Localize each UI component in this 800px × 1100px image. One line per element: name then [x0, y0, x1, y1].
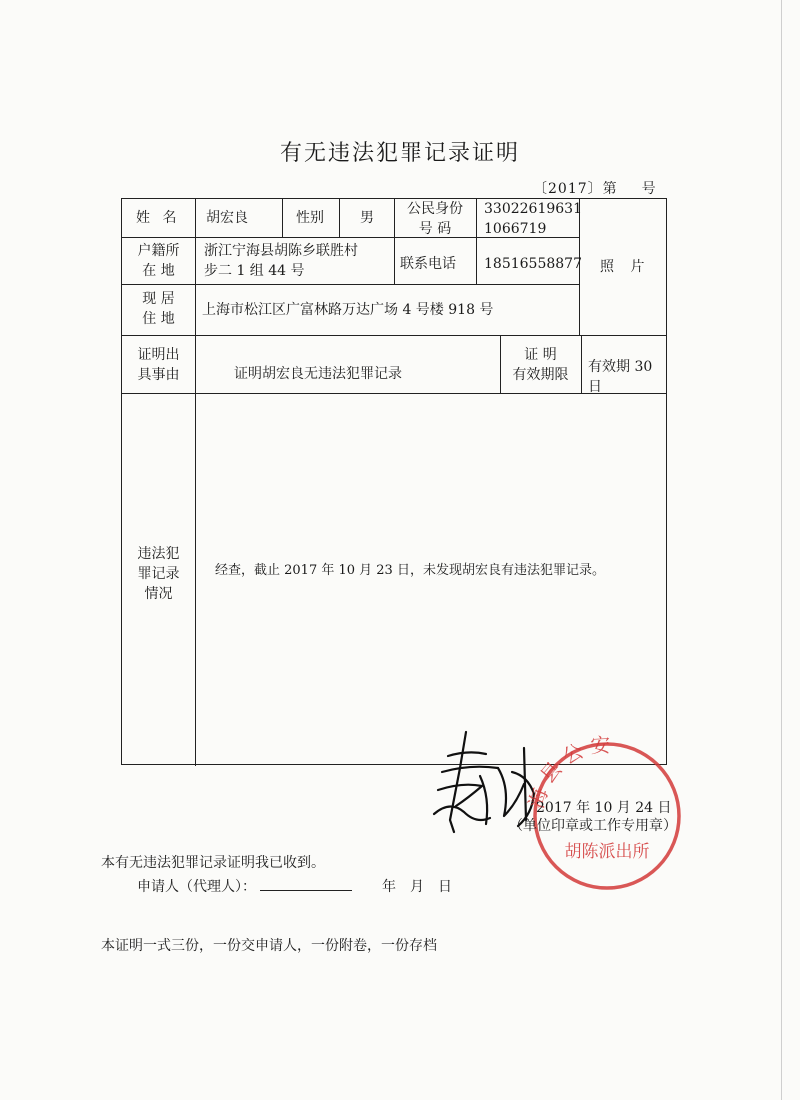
row-divider — [122, 393, 667, 394]
receipt-statement: 本有无违法犯罪记录证明我已收到。 — [101, 855, 325, 871]
phone-label: 联系电话 — [400, 256, 456, 272]
record-label-line1: 违法犯 — [137, 546, 180, 562]
issue-date-rest: 10 月 24 日 — [594, 800, 672, 816]
seal-top-text: 海县公安 — [523, 732, 617, 812]
copies-note: 本证明一式三份，一份交申请人，一份附卷，一份存档 — [101, 938, 437, 954]
purpose-label-line2: 具事由 — [137, 367, 180, 383]
validity-value-line1: 有效期 30 — [588, 359, 653, 375]
date-month-label: 月 — [410, 879, 424, 895]
certificate-form — [121, 198, 667, 765]
id-value-line2: 1066719 — [484, 221, 547, 237]
validity-label-line1: 证 明 — [524, 347, 557, 363]
column-divider — [282, 199, 283, 237]
document-number-prefix: 〔2017〕第 — [533, 181, 618, 197]
validity-label-line2: 有效期限 — [512, 367, 569, 383]
record-value: 经查，截止 2017 年 10 月 23 日，未发现胡宏良有违法犯罪记录。 — [215, 563, 605, 578]
residence-label-line1: 现 居 — [142, 291, 175, 307]
id-value-line1: 33022619631 — [484, 201, 582, 217]
purpose-label-line1: 证明出 — [137, 347, 180, 363]
residence-value: 上海市松江区广富林路万达广场 4 号楼 918 号 — [202, 302, 494, 318]
column-divider — [476, 199, 477, 284]
column-divider — [339, 199, 340, 237]
issue-date — [536, 797, 672, 817]
id-label — [394, 199, 476, 239]
photo-label: 照 片 — [600, 259, 651, 275]
residence-label — [122, 289, 195, 329]
phone-value: 18516558877 — [484, 256, 582, 272]
seal-note: （单位印章或工作专用章） — [509, 818, 677, 834]
validity-label — [500, 345, 581, 385]
name-value: 胡宏良 — [206, 210, 248, 226]
date-day-label: 日 — [438, 879, 452, 895]
gender-label: 性别 — [296, 210, 324, 226]
record-label — [122, 544, 195, 604]
household-label-line2: 在 地 — [142, 263, 175, 279]
household-value-line1: 浙江宁海县胡陈乡联胜村 — [204, 243, 358, 259]
column-divider — [581, 335, 582, 393]
issue-date-year: 2017 年 — [536, 800, 591, 816]
row-divider — [122, 284, 579, 285]
name-label: 姓 名 — [136, 210, 181, 226]
document-number — [533, 178, 657, 198]
residence-label-line2: 住 地 — [142, 311, 175, 327]
record-label-line3: 情况 — [144, 586, 173, 602]
purpose-value: 证明胡宏良无违法犯罪记录 — [234, 366, 402, 382]
seal-bottom-text: 胡陈派出所 — [564, 842, 650, 862]
applicant-label: 申请人（代理人）： — [137, 879, 256, 895]
purpose-label — [122, 345, 195, 385]
validity-value-line2: 日 — [588, 379, 602, 395]
id-label-line1: 公民身份 — [407, 201, 463, 217]
household-label — [122, 241, 195, 281]
household-value-line2: 步二 1 组 44 号 — [204, 263, 305, 279]
validity-value — [588, 357, 652, 397]
gender-value: 男 — [360, 210, 374, 226]
id-value — [484, 199, 582, 239]
row-divider — [122, 335, 667, 336]
applicant-signature-blank[interactable] — [260, 876, 352, 891]
household-value — [204, 241, 358, 281]
document-number-suffix: 号 — [641, 181, 657, 197]
record-label-line2: 罪记录 — [137, 566, 180, 582]
document-title: 有无违法犯罪记录证明 — [279, 141, 520, 166]
column-divider — [195, 199, 196, 766]
date-year-label: 年 — [382, 879, 396, 895]
id-label-line2: 号 码 — [418, 221, 452, 237]
applicant-line — [137, 876, 452, 896]
household-label-line1: 户籍所 — [137, 243, 180, 259]
